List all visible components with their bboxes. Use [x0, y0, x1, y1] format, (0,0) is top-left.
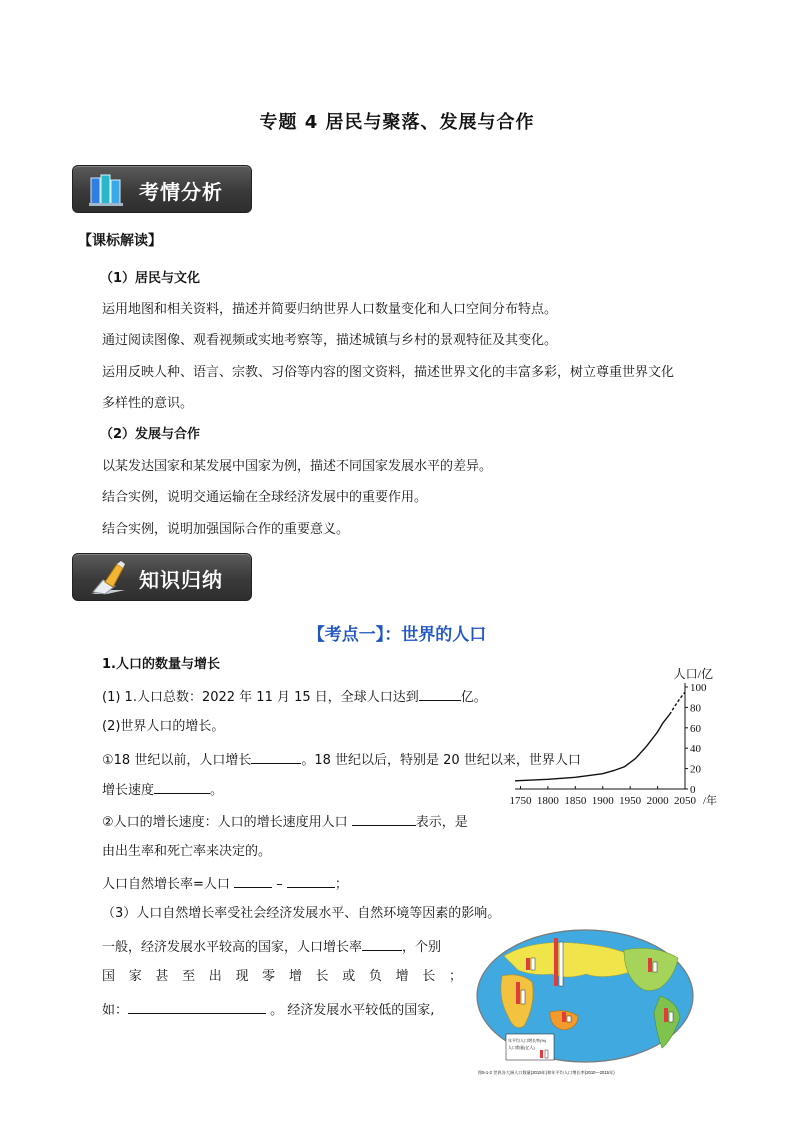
question-line: 由出生率和死亡率来决定的。	[102, 844, 272, 859]
x-tick-label: 1900	[591, 795, 614, 807]
x-tick-label: 2050	[674, 795, 696, 807]
projection-line	[670, 692, 685, 714]
page-title: 专题 4 居民与聚落、发展与合作	[259, 112, 535, 133]
question-line: （3）人口自然增长率受社会经济发展水平、自然环境等因素的影响。	[102, 906, 501, 921]
question-line: ①18 世纪以前，人口增长 。18 世纪以后，特别是 20 世纪以来，世界人口	[102, 750, 581, 770]
population-chart	[505, 662, 718, 817]
map-legend-rate: 年平均人口增长率(%)	[508, 1038, 547, 1043]
subheading-1: （1）居民与文化	[100, 271, 201, 286]
subheading-2: （2）发展与合作	[100, 427, 201, 442]
banner-analysis-label: 考情分析	[139, 180, 223, 204]
x-tick-label: 1850	[564, 795, 587, 807]
question-line: 增长速度 。	[102, 780, 223, 800]
justified-line: 国 家 甚 至 出 现 零 增 长 或 负 增 长 ；	[102, 969, 462, 984]
answer-blank[interactable]	[251, 750, 301, 764]
question-line: (2)世界人口的增长。	[102, 719, 225, 734]
banner-knowledge	[72, 553, 252, 601]
world-population-map	[474, 928, 696, 1078]
y-tick-label: 20	[690, 763, 701, 776]
answer-blank[interactable]	[234, 874, 272, 888]
books-icon	[87, 172, 129, 208]
pen-icon	[87, 560, 131, 598]
text-line: 通过阅读图像、观看视频或实地考察等，描述城镇与乡村的景观特征及其变化。	[102, 333, 558, 348]
answer-blank[interactable]	[287, 874, 335, 888]
text-line: 结合实例，说明交通运输在全球经济发展中的重要作用。	[102, 490, 428, 505]
y-tick-label: 40	[690, 743, 701, 756]
text-line: 多样性的意识。	[102, 396, 194, 411]
kaodian-title: 【考点一】：世界的人口	[307, 625, 487, 645]
map-legend-count: 人口数量(亿人)	[508, 1045, 535, 1050]
text-line: 结合实例，说明加强国际合作的重要意义。	[102, 522, 350, 537]
question-line: (1) 1.人口总数：2022 年 11 月 15 日，全球人口达到 亿。	[102, 687, 487, 707]
question-line: 人口自然增长率=人口 – ；	[102, 874, 348, 894]
banner-knowledge-label: 知识归纳	[139, 568, 223, 592]
k1-heading: 1.人口的数量与增长	[102, 657, 220, 672]
answer-blank[interactable]	[362, 937, 402, 951]
answer-blank[interactable]	[352, 812, 416, 826]
text-line: 运用地图和相关资料，描述并简要归纳世界人口数量变化和人口空间分布特点。	[102, 302, 558, 317]
text-line: 以某发达国家和某发展中国家为例，描述不同国家发展水平的差异。	[102, 459, 493, 474]
x-axis-label: /年	[703, 795, 718, 807]
y-axis-label: 人口/亿	[673, 667, 713, 681]
banner-analysis	[72, 165, 252, 213]
x-tick-label: 1950	[619, 795, 642, 807]
y-tick-label: 80	[690, 702, 701, 715]
section-header: 【课标解读】	[78, 233, 162, 249]
question-line: ②人口的增长速度：人口的增长速度用人口 表示，是	[102, 812, 468, 832]
population-line	[515, 715, 670, 781]
y-tick-label: 60	[690, 722, 701, 735]
question-line: 如： 。 经济发展水平较低的国家,	[102, 1000, 434, 1020]
x-tick-label: 2000	[646, 795, 669, 807]
y-tick-label: 100	[690, 682, 707, 694]
x-tick-label: 1800	[536, 795, 559, 807]
y-tick-label: 0	[690, 784, 696, 796]
question-line: 一般，经济发展水平较高的国家，人口增长率 ，个别	[102, 937, 441, 957]
answer-blank[interactable]	[419, 687, 461, 701]
x-tick-label: 1750	[509, 795, 532, 807]
answer-blank[interactable]	[154, 780, 210, 794]
text-line: 运用反映人种、语言、宗教、习俗等内容的图文资料，描述世界文化的丰富多彩，树立尊重世界文化	[102, 365, 675, 380]
answer-blank[interactable]	[128, 1000, 266, 1014]
map-caption: 图5-1-2 世界各大洲人口数量(2015年)和年平均人口增长率(2010—2015年)	[478, 1070, 615, 1075]
